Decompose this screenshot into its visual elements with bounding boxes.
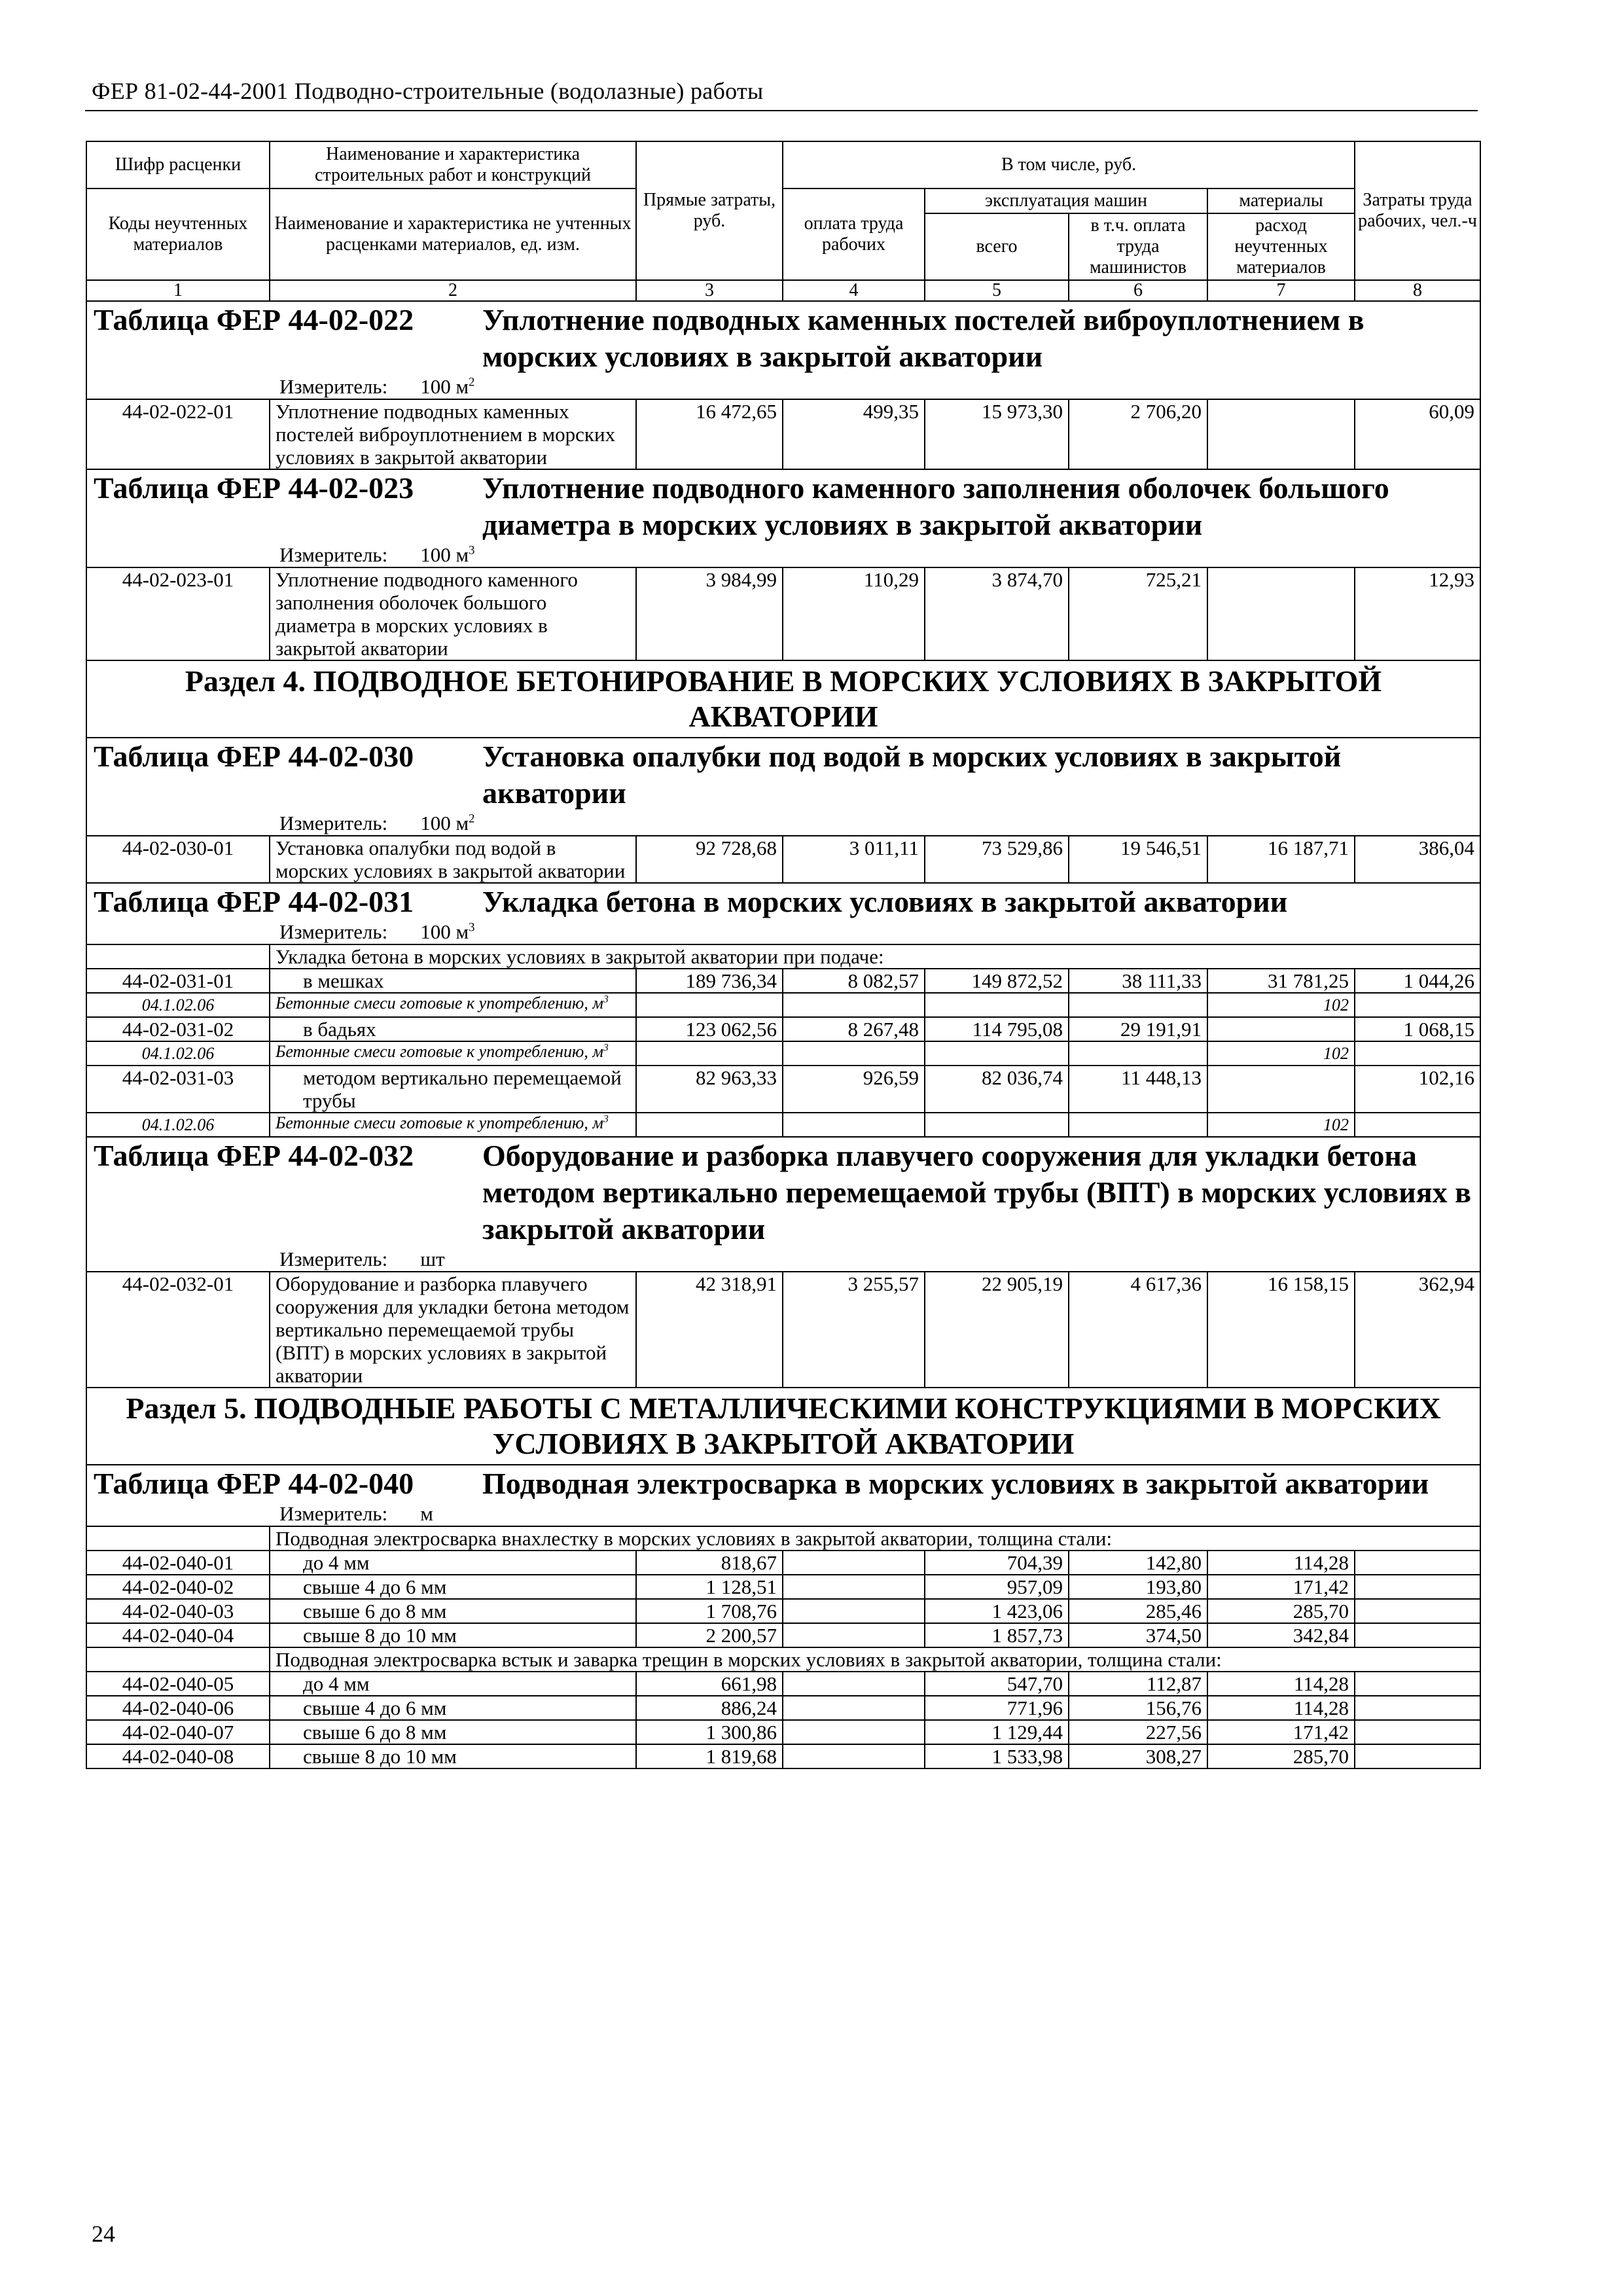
table-title: Уплотнение подводных каменных постелей виброуплотнением в морских условиях в закрытой акватории: [482, 303, 1364, 373]
measure-line: [94, 812, 1480, 835]
row-mach: 73 529,86: [925, 836, 1069, 883]
col-head-zatraty: Затраты труда рабочих, чел.-ч: [1355, 141, 1480, 280]
material-name: [270, 1113, 636, 1137]
row-mach-wage: 112,87: [1069, 1672, 1207, 1696]
table-caption: [86, 469, 1480, 567]
col-num: 2: [270, 280, 636, 301]
col-head-rashod: расход неучтенных материалов: [1207, 213, 1355, 280]
row-name: Установка опалубки под водой в морских условиях в закрытой акватории: [270, 836, 636, 883]
row-name: Уплотнение подводного каменного заполнения оболочек большого диаметра в морских условиях в закрытой акватории: [270, 567, 636, 660]
group-note: Подводная электросварка встык и заварка трещин в морских условиях в закрытой акватории, толщина стали:: [270, 1647, 1480, 1672]
row-labor: 362,94: [1355, 1272, 1480, 1388]
row-mach-wage: 285,46: [1069, 1599, 1207, 1623]
row-name: до 4 мм: [270, 1551, 636, 1575]
table-title: Установка опалубки под водой в морских условиях в закрытой акватории: [482, 740, 1342, 810]
header-rule: [85, 110, 1478, 111]
col-num: 6: [1069, 280, 1207, 301]
material-name-text: Бетонные смеси готовые к употреблению, м: [276, 994, 603, 1013]
row-code: 44-02-040-01: [86, 1551, 270, 1575]
col-head-oplata: оплата труда рабочих: [783, 188, 925, 280]
row-code: 44-02-023-01: [86, 567, 270, 660]
row-wage: [783, 1744, 925, 1768]
col-head-vtch: в т.ч. оплата труда машинистов: [1069, 213, 1207, 280]
row-code: 44-02-022-01: [86, 399, 270, 469]
row-labor: 60,09: [1355, 399, 1480, 469]
row-mat: [1207, 1017, 1355, 1041]
group-note: Укладка бетона в морских условиях в закрытой акватории при подаче:: [270, 944, 1480, 969]
section-heading: Раздел 5. ПОДВОДНЫЕ РАБОТЫ С МЕТАЛЛИЧЕСКИМИ КОНСТРУКЦИЯМИ В МОРСКИХ УСЛОВИЯХ В ЗАКРЫТОЙ АКВАТОРИИ: [86, 1388, 1480, 1465]
table-title: Уплотнение подводного каменного заполнения оболочек большого диаметра в морских условиях в закрытой акватории: [482, 471, 1389, 541]
table-row: [86, 1551, 1480, 1575]
row-name: в мешках: [270, 969, 636, 993]
row-direct: 818,67: [636, 1551, 783, 1575]
row-direct: 3 984,99: [636, 567, 783, 660]
table-tag: Таблица ФЕР 44-02-040: [94, 1467, 414, 1500]
col-num: 7: [1207, 280, 1355, 301]
group-note: Подводная электросварка внахлестку в морских условиях в закрытой акватории, толщина стали:: [270, 1526, 1480, 1551]
measure-label: Измеритель:: [279, 920, 388, 943]
material-code: 04.1.02.06: [86, 1113, 270, 1137]
material-sup: 3: [603, 1113, 609, 1125]
col-num: 1: [86, 280, 270, 301]
row-name: Оборудование и разборка плавучего сооружения для укладки бетона методом вертикально перемещаемой трубы (ВПТ) в морских условиях в закрытой акватории: [270, 1272, 636, 1388]
row-mach: 149 872,52: [925, 969, 1069, 993]
measure-sup: 2: [469, 812, 475, 826]
measure-line: [94, 1247, 1480, 1271]
table-caption: [86, 1465, 1480, 1526]
row-code: 44-02-032-01: [86, 1272, 270, 1388]
price-table: [86, 141, 1481, 1769]
col-head-shifr: Шифр расценки: [86, 141, 270, 188]
row-code: 44-02-040-02: [86, 1575, 270, 1599]
row-code: 44-02-040-03: [86, 1599, 270, 1623]
row-direct: 2 200,57: [636, 1623, 783, 1647]
table-row: [86, 399, 1480, 469]
row-name: в бадьях: [270, 1017, 636, 1041]
row-code: 44-02-031-03: [86, 1066, 270, 1113]
row-wage: [783, 1551, 925, 1575]
measure-label: Измеритель:: [279, 812, 388, 834]
row-mach: 22 905,19: [925, 1272, 1069, 1388]
table-tag: Таблица ФЕР 44-02-022: [94, 303, 414, 336]
measure-label: Измеритель:: [279, 375, 388, 398]
row-mat: 114,28: [1207, 1696, 1355, 1720]
row-wage: [783, 1672, 925, 1696]
material-row: [86, 1113, 1480, 1137]
row-labor: 102,16: [1355, 1066, 1480, 1113]
row-mach-wage: 4 617,36: [1069, 1272, 1207, 1388]
measure-value: 100 м: [420, 375, 469, 398]
row-mach: 547,70: [925, 1672, 1069, 1696]
measure-label: Измеритель:: [279, 1502, 388, 1525]
material-qty: 102: [1207, 1113, 1355, 1137]
row-wage: 3 011,11: [783, 836, 925, 883]
row-labor: 12,93: [1355, 567, 1480, 660]
measure-line: [94, 920, 1480, 944]
table-row: [86, 1696, 1480, 1720]
row-direct: 92 728,68: [636, 836, 783, 883]
col-head-materialy: материалы: [1207, 188, 1355, 213]
row-wage: [783, 1623, 925, 1647]
row-name: Уплотнение подводных каменных постелей виброуплотнением в морских условиях в закрытой акватории: [270, 399, 636, 469]
row-name: свыше 4 до 6 мм: [270, 1575, 636, 1599]
row-code: 44-02-040-08: [86, 1744, 270, 1768]
col-num: 3: [636, 280, 783, 301]
row-mach-wage: 11 448,13: [1069, 1066, 1207, 1113]
measure-value: м: [420, 1502, 433, 1525]
row-mach-wage: 142,80: [1069, 1551, 1207, 1575]
row-labor: [1355, 1696, 1480, 1720]
row-wage: 110,29: [783, 567, 925, 660]
row-direct: 82 963,33: [636, 1066, 783, 1113]
row-mach: 704,39: [925, 1551, 1069, 1575]
table-tag: Таблица ФЕР 44-02-032: [94, 1139, 414, 1172]
measure-sup: 2: [469, 375, 475, 389]
row-mat: 285,70: [1207, 1744, 1355, 1768]
row-name: свыше 8 до 10 мм: [270, 1623, 636, 1647]
measure-value: шт: [420, 1247, 445, 1270]
row-wage: 8 267,48: [783, 1017, 925, 1041]
row-labor: [1355, 1744, 1480, 1768]
table-row: [86, 1017, 1480, 1041]
material-name: [270, 993, 636, 1017]
table-tag: Таблица ФЕР 44-02-031: [94, 885, 414, 918]
col-head-naim1: Наименование и характеристика строительных работ и конструкций: [270, 141, 636, 188]
table-row: [86, 1599, 1480, 1623]
row-mach: 1 129,44: [925, 1720, 1069, 1744]
row-mach-wage: 308,27: [1069, 1744, 1207, 1768]
row-mat: 16 158,15: [1207, 1272, 1355, 1388]
row-wage: [783, 1599, 925, 1623]
table-row: [86, 1720, 1480, 1744]
table-caption: [86, 1137, 1480, 1272]
col-head-vtom: В том числе, руб.: [783, 141, 1355, 188]
measure-line: [94, 375, 1480, 399]
material-code: 04.1.02.06: [86, 993, 270, 1017]
row-code: 44-02-040-06: [86, 1696, 270, 1720]
row-name: свыше 6 до 8 мм: [270, 1599, 636, 1623]
table-tag: Таблица ФЕР 44-02-030: [94, 740, 414, 773]
row-code: 44-02-031-01: [86, 969, 270, 993]
row-wage: [783, 1696, 925, 1720]
material-qty: 102: [1207, 993, 1355, 1017]
col-num: 8: [1355, 280, 1480, 301]
row-wage: [783, 1720, 925, 1744]
row-code: 44-02-040-05: [86, 1672, 270, 1696]
section-heading: Раздел 4. ПОДВОДНОЕ БЕТОНИРОВАНИЕ В МОРСКИХ УСЛОВИЯХ В ЗАКРЫТОЙ АКВАТОРИИ: [86, 660, 1480, 738]
row-mach: 114 795,08: [925, 1017, 1069, 1041]
row-mat: 114,28: [1207, 1551, 1355, 1575]
row-mach-wage: 2 706,20: [1069, 399, 1207, 469]
row-direct: 123 062,56: [636, 1017, 783, 1041]
row-mat: 16 187,71: [1207, 836, 1355, 883]
row-labor: [1355, 1551, 1480, 1575]
measure-sup: 3: [469, 543, 475, 558]
measure-value: 100 м: [420, 920, 469, 943]
row-labor: [1355, 1672, 1480, 1696]
row-direct: 189 736,34: [636, 969, 783, 993]
table-row: [86, 969, 1480, 993]
row-name: до 4 мм: [270, 1672, 636, 1696]
row-mat: 171,42: [1207, 1720, 1355, 1744]
col-head-vsego: всего: [925, 213, 1069, 280]
col-head-kody: Коды неучтенных материалов: [86, 188, 270, 280]
row-mach-wage: 38 111,33: [1069, 969, 1207, 993]
measure-line: [94, 543, 1480, 567]
table-row: [86, 836, 1480, 883]
material-sup: 3: [603, 994, 609, 1005]
row-mach-wage: 29 191,91: [1069, 1017, 1207, 1041]
row-mach: 82 036,74: [925, 1066, 1069, 1113]
row-mach: 3 874,70: [925, 567, 1069, 660]
table-caption: [86, 301, 1480, 399]
row-mach-wage: 19 546,51: [1069, 836, 1207, 883]
row-labor: 1 068,15: [1355, 1017, 1480, 1041]
row-labor: [1355, 1720, 1480, 1744]
table-row: [86, 1575, 1480, 1599]
measure-sup: 3: [469, 920, 475, 935]
row-mach: 771,96: [925, 1696, 1069, 1720]
row-name: свыше 6 до 8 мм: [270, 1720, 636, 1744]
row-mat: [1207, 1066, 1355, 1113]
col-num: 4: [783, 280, 925, 301]
row-mat: 285,70: [1207, 1599, 1355, 1623]
row-direct: 661,98: [636, 1672, 783, 1696]
col-head-pryamye: Прямые затраты, руб.: [636, 141, 783, 280]
table-row: [86, 1272, 1480, 1388]
row-wage: 499,35: [783, 399, 925, 469]
material-row: [86, 1041, 1480, 1066]
row-mat: 31 781,25: [1207, 969, 1355, 993]
row-mach-wage: 156,76: [1069, 1696, 1207, 1720]
col-head-ekspl: эксплуатация машин: [925, 188, 1207, 213]
row-direct: 886,24: [636, 1696, 783, 1720]
row-mat: 114,28: [1207, 1672, 1355, 1696]
col-num: 5: [925, 280, 1069, 301]
row-code: 44-02-031-02: [86, 1017, 270, 1041]
row-mat: 342,84: [1207, 1623, 1355, 1647]
row-mach: 15 973,30: [925, 399, 1069, 469]
table-head: [86, 141, 1480, 301]
material-qty: 102: [1207, 1041, 1355, 1066]
page-number: 24: [92, 2221, 115, 2247]
col-head-naim2: Наименование и характеристика не учтенных расценками материалов, ед. изм.: [270, 188, 636, 280]
row-mach: 1 423,06: [925, 1599, 1069, 1623]
measure-value: 100 м: [420, 543, 469, 566]
row-mat: [1207, 567, 1355, 660]
row-mach-wage: 725,21: [1069, 567, 1207, 660]
page-header: ФЕР 81-02-44-2001 Подводно-строительные (водолазные) работы: [92, 78, 764, 104]
material-code: 04.1.02.06: [86, 1041, 270, 1066]
measure-label: Измеритель:: [279, 543, 388, 566]
row-direct: 16 472,65: [636, 399, 783, 469]
row-mach: 957,09: [925, 1575, 1069, 1599]
row-direct: 1 128,51: [636, 1575, 783, 1599]
row-labor: [1355, 1599, 1480, 1623]
row-labor: [1355, 1623, 1480, 1647]
measure-line: [94, 1502, 1480, 1526]
row-mat: 171,42: [1207, 1575, 1355, 1599]
row-direct: 1 708,76: [636, 1599, 783, 1623]
material-name-text: Бетонные смеси готовые к употреблению, м: [276, 1042, 603, 1061]
row-wage: 3 255,57: [783, 1272, 925, 1388]
measure-label: Измеритель:: [279, 1247, 388, 1270]
row-mat: [1207, 399, 1355, 469]
material-name: [270, 1041, 636, 1066]
table-tag: Таблица ФЕР 44-02-023: [94, 471, 414, 505]
table-row: [86, 1672, 1480, 1696]
table-row: [86, 1066, 1480, 1113]
row-direct: 42 318,91: [636, 1272, 783, 1388]
measure-value: 100 м: [420, 812, 469, 834]
row-labor: [1355, 1575, 1480, 1599]
material-sup: 3: [603, 1042, 609, 1054]
row-mach: 1 857,73: [925, 1623, 1069, 1647]
row-mach: 1 533,98: [925, 1744, 1069, 1768]
row-labor: 386,04: [1355, 836, 1480, 883]
row-mach-wage: 193,80: [1069, 1575, 1207, 1599]
row-mach-wage: 374,50: [1069, 1623, 1207, 1647]
row-name: свыше 4 до 6 мм: [270, 1696, 636, 1720]
row-direct: 1 819,68: [636, 1744, 783, 1768]
table-title: Оборудование и разборка плавучего сооружения для укладки бетона методом вертикально перемещаемой трубы (ВПТ) в морских условиях в закрытой акватории: [482, 1139, 1472, 1246]
row-wage: 926,59: [783, 1066, 925, 1113]
row-code: 44-02-030-01: [86, 836, 270, 883]
row-mach-wage: 227,56: [1069, 1720, 1207, 1744]
row-name: методом вертикально перемещаемой трубы: [270, 1066, 636, 1113]
row-labor: 1 044,26: [1355, 969, 1480, 993]
table-row: [86, 1744, 1480, 1768]
table-title: Укладка бетона в морских условиях в закрытой акватории: [482, 885, 1288, 918]
table-row: [86, 1623, 1480, 1647]
table-title: Подводная электросварка в морских условиях в закрытой акватории: [482, 1467, 1429, 1500]
row-code: 44-02-040-04: [86, 1623, 270, 1647]
material-row: [86, 993, 1480, 1017]
row-name: свыше 8 до 10 мм: [270, 1744, 636, 1768]
table-caption: [86, 738, 1480, 836]
table-caption: [86, 883, 1480, 944]
material-name-text: Бетонные смеси готовые к употреблению, м: [276, 1113, 603, 1132]
row-wage: 8 082,57: [783, 969, 925, 993]
row-wage: [783, 1575, 925, 1599]
table-row: [86, 567, 1480, 660]
row-direct: 1 300,86: [636, 1720, 783, 1744]
row-code: 44-02-040-07: [86, 1720, 270, 1744]
